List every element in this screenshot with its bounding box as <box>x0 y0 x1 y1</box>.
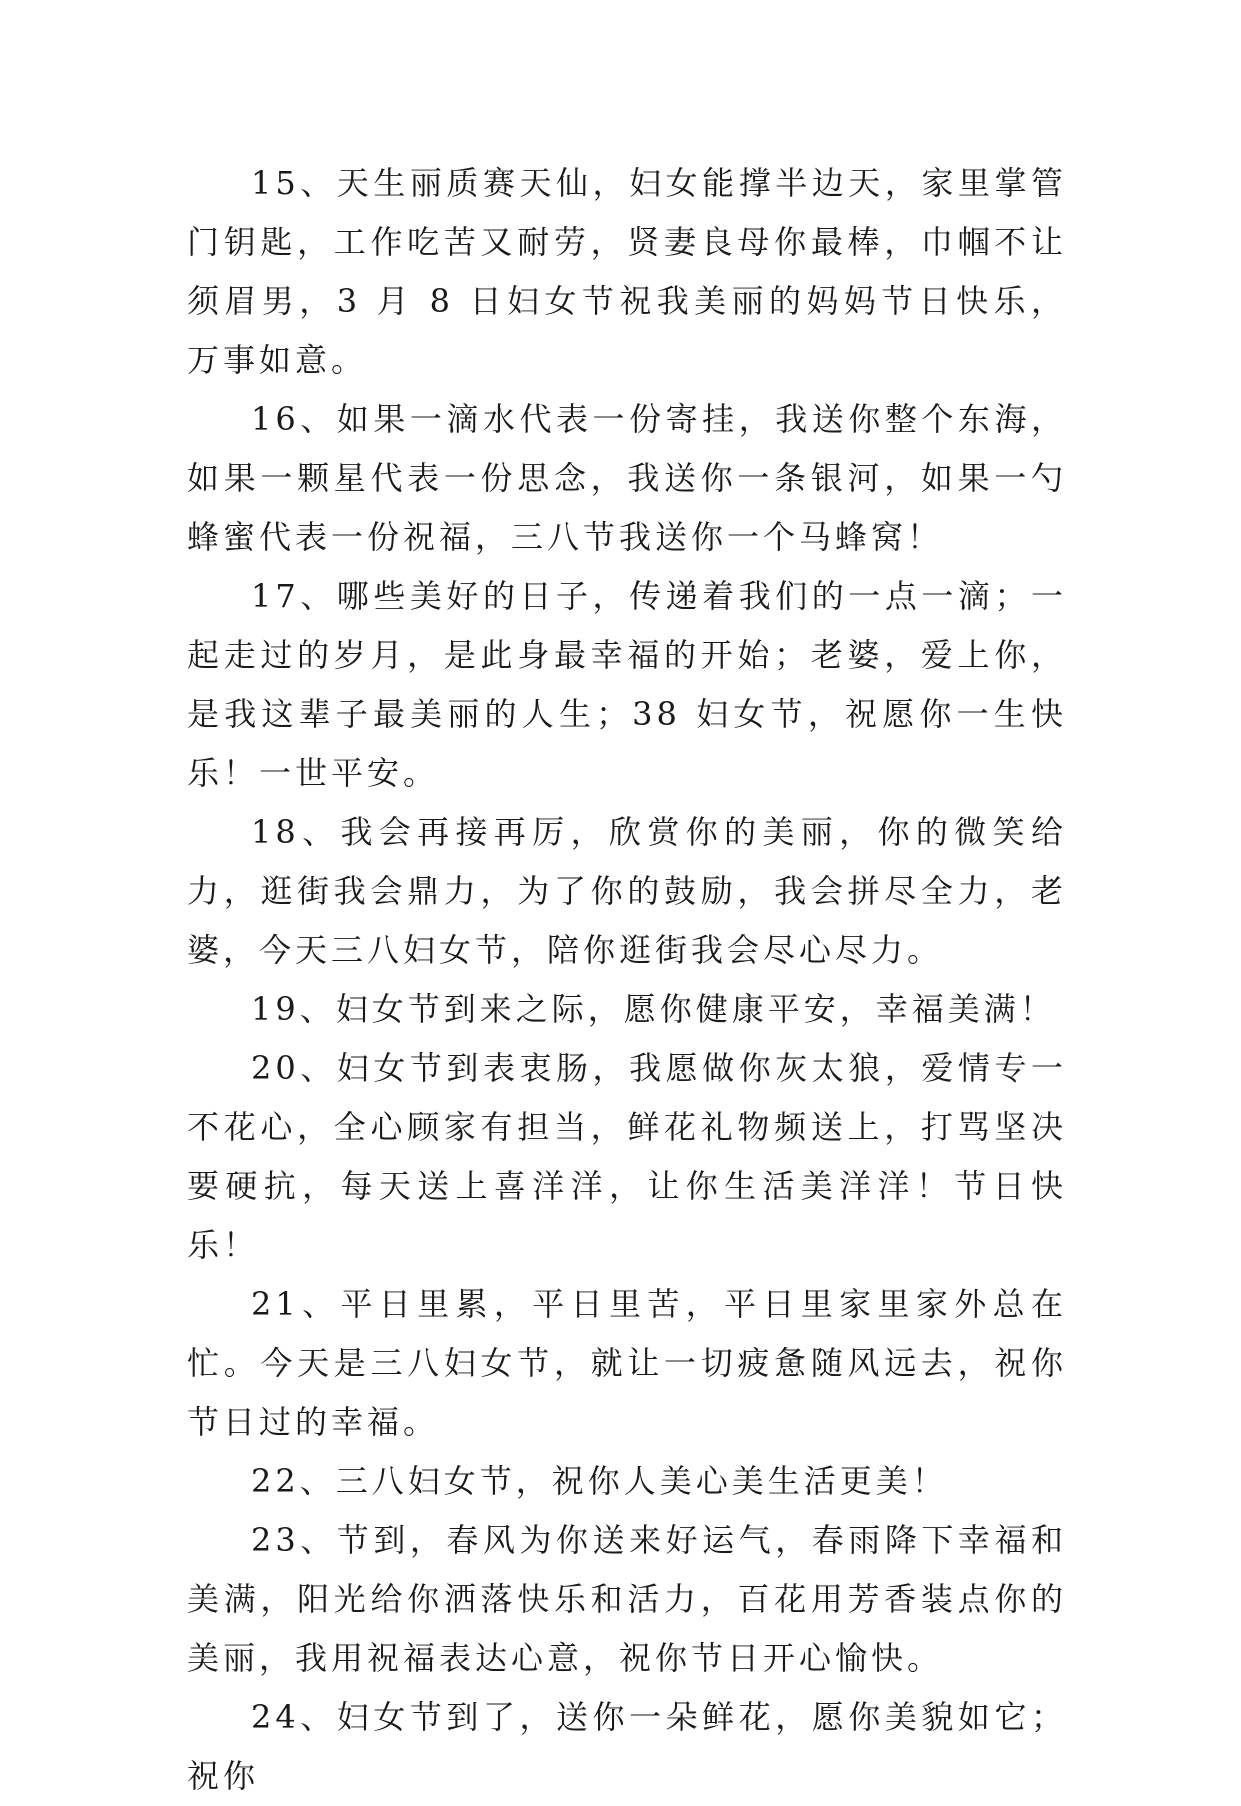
paragraph-20: 20、妇女节到表衷肠，我愿做你灰太狼，爱情专一不花心，全心顾家有担当，鲜花礼物频送上，打骂坚决要硬抗，每天送上喜洋洋，让你生活美洋洋！节日快乐！ <box>187 1049 1067 1264</box>
paragraph-22: 22、三八妇女节，祝你人美心美生活更美！ <box>251 1462 948 1500</box>
paragraph-15: 15、天生丽质赛天仙，妇女能撑半边天，家里掌管门钥匙，工作吃苦又耐劳，贤妻良母你最棒，巾帼不让须眉男，3 月 8 日妇女节祝我美丽的妈妈节日快乐，万事如意。 <box>187 164 1067 379</box>
paragraph-19: 19、妇女节到来之际，愿你健康平安，幸福美满！ <box>251 990 1056 1028</box>
paragraph-16: 16、如果一滴水代表一份寄挂，我送你整个东海，如果一颗星代表一份思念，我送你一条银河，如果一勺蜂蜜代表一份祝福，三八节我送你一个马蜂窝！ <box>187 400 1067 556</box>
paragraph-23: 23、节到，春风为你送来好运气，春雨降下幸福和美满，阳光给你洒落快乐和活力，百花用芳香装点你的美丽，我用祝福表达心意，祝你节日开心愉快。 <box>187 1521 1067 1677</box>
paragraph-21: 21、平日里累，平日里苦，平日里家里家外总在忙。今天是三八妇女节，就让一切疲惫随风远去，祝你节日过的幸福。 <box>187 1285 1067 1441</box>
paragraph-18: 18、我会再接再厉，欣赏你的美丽，你的微笑给力，逛街我会鼎力，为了你的鼓励，我会拼尽全力，老婆，今天三八妇女节，陪你逛街我会尽心尽力。 <box>187 813 1067 969</box>
paragraph-17: 17、哪些美好的日子，传递着我们的一点一滴；一起走过的岁月，是此身最幸福的开始；老婆，爱上你，是我这辈子最美丽的人生；38 妇女节，祝愿你一生快乐！一世平安。 <box>187 577 1067 792</box>
document-body <box>187 154 1067 1806</box>
paragraph-24: 24、妇女节到了，送你一朵鲜花，愿你美貌如它；祝你 <box>187 1698 1067 1795</box>
